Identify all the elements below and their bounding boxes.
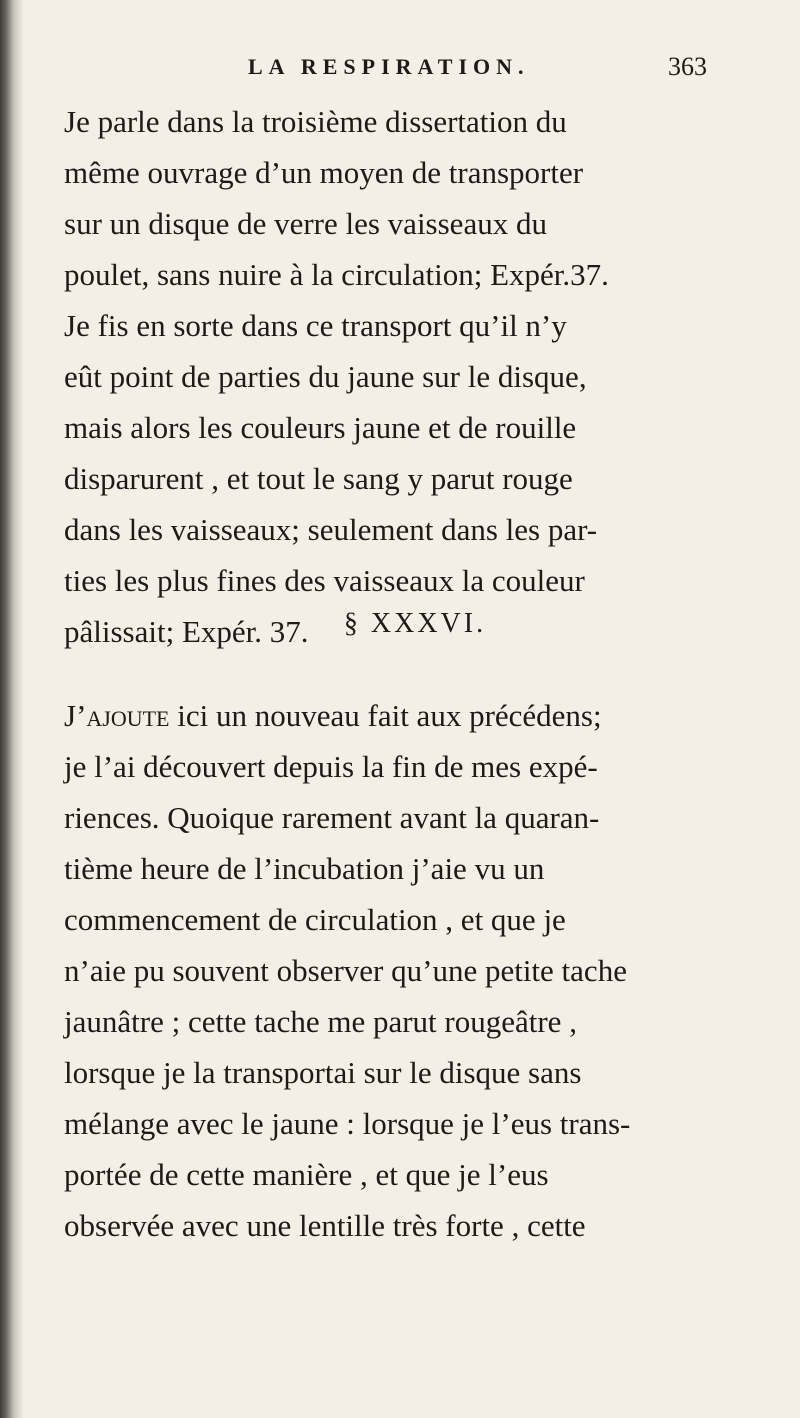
text-line: tième heure de l’incubation j’aie vu un: [64, 851, 545, 886]
text-line: n’aie pu souvent observer qu’une petite tache: [64, 953, 627, 988]
text-line: jaunâtre ; cette tache me parut rougeâtre ,: [64, 1004, 577, 1039]
text-line: même ouvrage d’un moyen de transporter: [64, 155, 584, 190]
section-heading: § XXXVI.: [343, 608, 487, 639]
running-header: [0, 54, 800, 94]
text-line: sur un disque de verre les vaisseaux du: [64, 206, 547, 241]
text-line: je l’ai découvert depuis la fin de mes expé-: [64, 749, 598, 784]
paragraph-1: [64, 96, 754, 657]
text-line: mélange avec le jaune : lorsque je l’eus trans-: [64, 1106, 631, 1141]
text-line: disparurent , et tout le sang y parut rouge: [64, 461, 573, 496]
text-line: riences. Quoique rarement avant la quaran-: [64, 800, 600, 835]
paragraph-2: [64, 690, 754, 1251]
text-line: observée avec une lentille très forte , cette: [64, 1208, 586, 1243]
text-line: Je fis en sorte dans ce transport qu’il n’y: [64, 308, 567, 343]
binding-shadow: [14, 0, 24, 1418]
text-line: pâlissait; Expér. 37.: [64, 614, 309, 649]
text-line-first: [64, 690, 754, 741]
text-line: mais alors les couleurs jaune et de rouille: [64, 410, 577, 445]
text-line: commencement de circulation , et que je: [64, 902, 566, 937]
running-title: LA RESPIRATION.: [248, 54, 530, 79]
text-line: lorsque je la transportai sur le disque sans: [64, 1055, 582, 1090]
first-line-rest: ici un nouveau fait aux précédens;: [169, 698, 602, 733]
text-line: Je parle dans la troisième dissertation du: [64, 104, 567, 139]
text-line: ties les plus fines des vaisseaux la couleur: [64, 563, 585, 598]
lead-word: J’ajoute: [64, 698, 170, 733]
book-binding-edge: [0, 0, 14, 1418]
text-line: dans les vaisseaux; seulement dans les par-: [64, 512, 598, 547]
text-line: eût point de parties du jaune sur le disque,: [64, 359, 587, 394]
page-number: 363: [668, 52, 707, 81]
text-line: poulet, sans nuire à la circulation; Expér.37.: [64, 257, 609, 292]
text-line: portée de cette manière , et que je l’eus: [64, 1157, 549, 1192]
